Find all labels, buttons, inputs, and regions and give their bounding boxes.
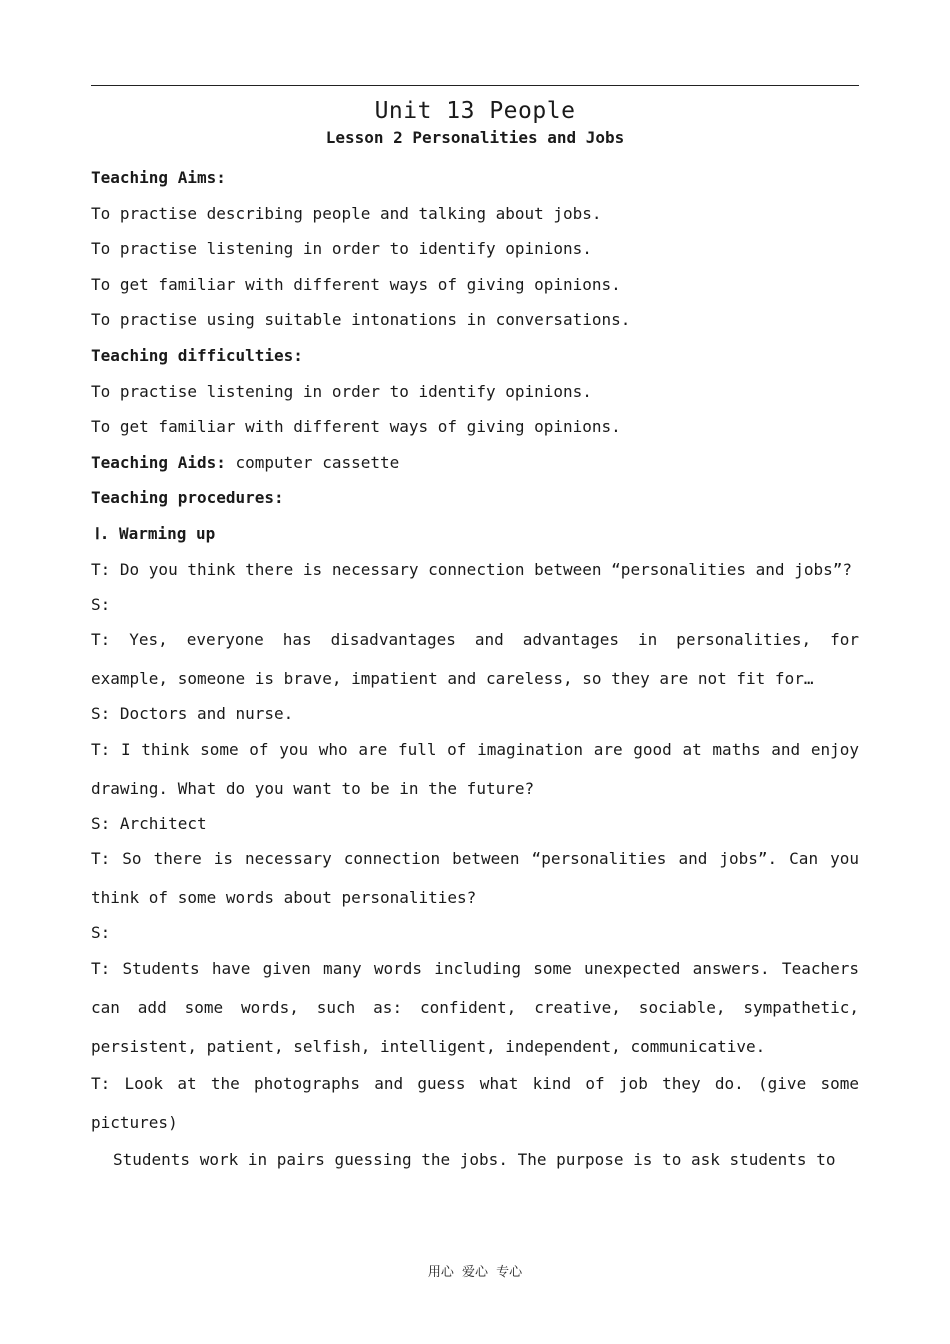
aids-heading: Teaching Aids:: [91, 452, 226, 472]
aids-line: [91, 445, 859, 481]
aim-item: To practise using suitable intonations in conversations.: [91, 310, 631, 330]
document-body: [91, 160, 859, 1177]
difficulty-item: To practise listening in order to identify opinions.: [91, 381, 592, 401]
document-title: Unit 13 People: [374, 98, 576, 124]
dialogue-line: S:: [91, 923, 111, 943]
dialogue-line: T: Students have given many words including some unexpected answers. Teachers can add some words, such as: confident, creative, sociable, sympathetic, persistent, patient, selfish, intelligent, independent, communicative.: [91, 958, 859, 1056]
page-footer: 用心 爱心 专心: [427, 1265, 523, 1280]
difficulties-heading: Teaching difficulties:: [91, 345, 303, 365]
dialogue-line: T: Look at the photographs and guess what kind of job they do. (give some pictures): [91, 1073, 859, 1132]
dialogue-line: T: I think some of you who are full of imagination are good at maths and enjoy drawing. What do you want to be in the future?: [91, 739, 859, 798]
procedures-heading: Teaching procedures:: [91, 488, 284, 508]
dialogue-line: T: So there is necessary connection between “personalities and jobs”. Can you think of some words about personalities?: [91, 849, 859, 908]
aim-item: To get familiar with different ways of giving opinions.: [91, 274, 621, 294]
aim-item: To practise listening in order to identify opinions.: [91, 239, 592, 259]
aids-value: computer cassette: [225, 452, 400, 472]
dialogue-line: S: Architect: [91, 813, 207, 833]
dialogue-line: S: Doctors and nurse.: [91, 704, 294, 724]
header-rule: [91, 85, 859, 86]
dialogue-line: Students work in pairs guessing the jobs. The purpose is to ask students to: [113, 1149, 836, 1169]
aims-heading: Teaching Aims:: [91, 168, 226, 187]
document-subtitle: Lesson 2 Personalities and Jobs: [325, 128, 625, 147]
dialogue-line: S:: [91, 594, 111, 614]
dialogue-line: T: Do you think there is necessary connection between “personalities and jobs”?: [91, 559, 852, 579]
difficulty-item: To get familiar with different ways of giving opinions.: [91, 417, 621, 437]
aim-item: To practise describing people and talking about jobs.: [91, 203, 602, 223]
section-heading: Ⅰ. Warming up: [95, 523, 216, 543]
dialogue-line: T: Yes, everyone has disadvantages and advantages in personalities, for example, someone is brave, impatient and careless, so they are not fit for…: [91, 630, 859, 689]
